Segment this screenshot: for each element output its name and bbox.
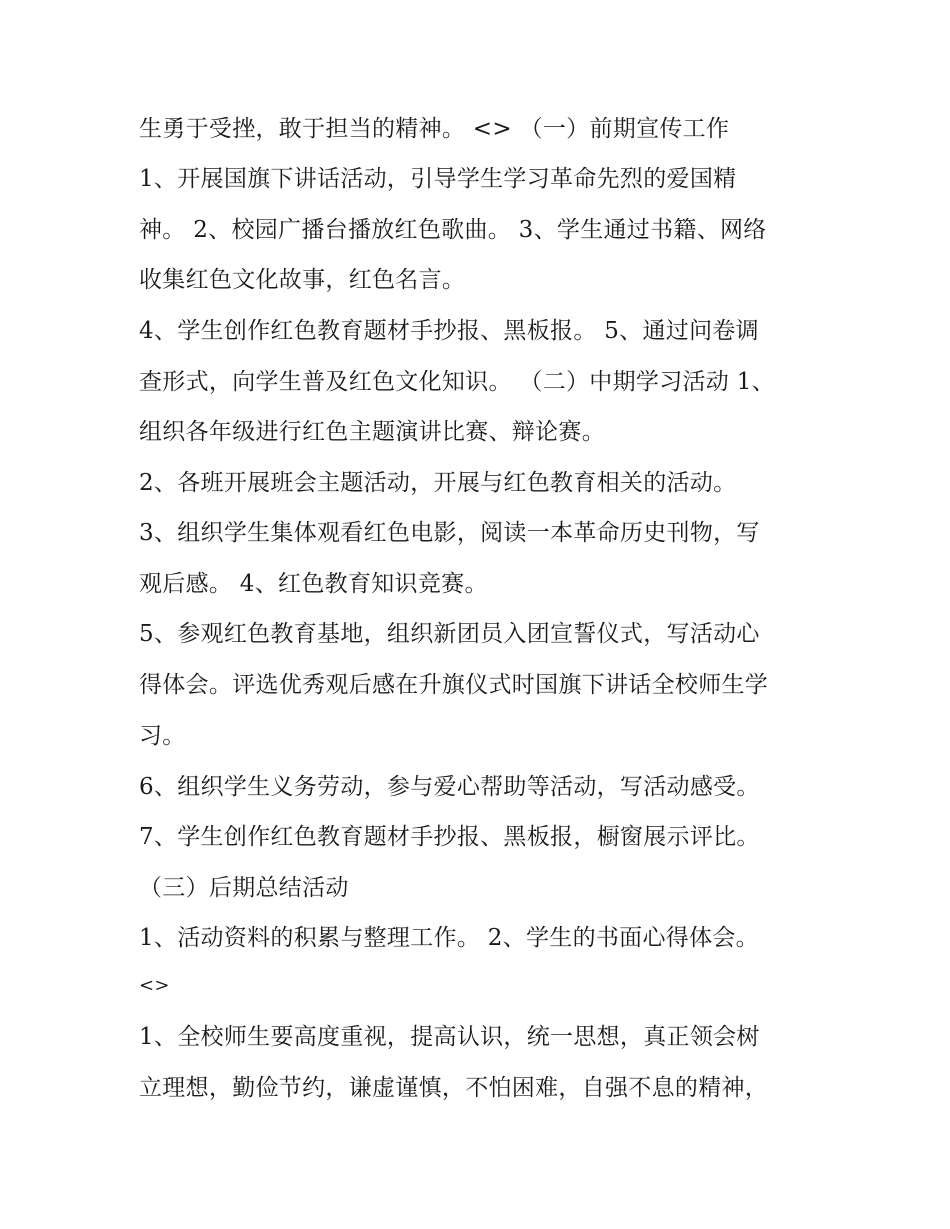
text-line: 组织各年级进行红色主题演讲比赛、辩论赛。	[139, 419, 605, 445]
text-line: 得体会。评选优秀观后感在升旗仪式时国旗下讲话全校师生学	[139, 672, 769, 698]
text-line: 习。	[139, 723, 186, 749]
placeholder-marker: <>	[139, 975, 170, 996]
text-line: 1、开展国旗下讲话活动，引导学生学习革命先烈的爱国精	[139, 166, 737, 192]
text-line: 1、活动资料的积累与整理工作。 2、学生的书面心得体会。	[139, 925, 759, 951]
text-line: 3、组织学生集体观看红色电影，阅读一本革命历史刊物，写	[139, 520, 760, 546]
text-line: 生勇于受挫，敢于担当的精神。 <> （一）前期宣传工作	[139, 116, 730, 142]
text-line: 1、全校师生要高度重视，提高认识，统一思想，真正领会树	[139, 1024, 760, 1050]
section-heading: （三）后期总结活动	[139, 875, 349, 901]
text-line: 神。 2、校园广播台播放红色歌曲。 3、学生通过书籍、网络	[139, 217, 767, 243]
text-line: 4、学生创作红色教育题材手抄报、黑板报。 5、通过问卷调	[139, 318, 759, 344]
text-line: 2、各班开展班会主题活动，开展与红色教育相关的活动。	[139, 470, 737, 496]
text-line: 观后感。 4、红色教育知识竞赛。	[139, 571, 488, 597]
text-line: 收集红色文化故事，红色名言。	[139, 267, 466, 293]
text-line: 5、参观红色教育基地，组织新团员入团宣誓仪式，写活动心	[139, 621, 760, 647]
text-line: 立理想，勤俭节约，谦虚谨慎，不怕困难，自强不息的精神，	[139, 1075, 769, 1101]
text-line: 7、学生创作红色教育题材手抄报、黑板报，橱窗展示评比。	[139, 824, 760, 850]
text-line: 6、组织学生义务劳动，参与爱心帮助等活动，写活动感受。	[139, 774, 760, 800]
text-line: 查形式，向学生普及红色文化知识。 （二）中期学习活动 1、	[139, 369, 775, 395]
